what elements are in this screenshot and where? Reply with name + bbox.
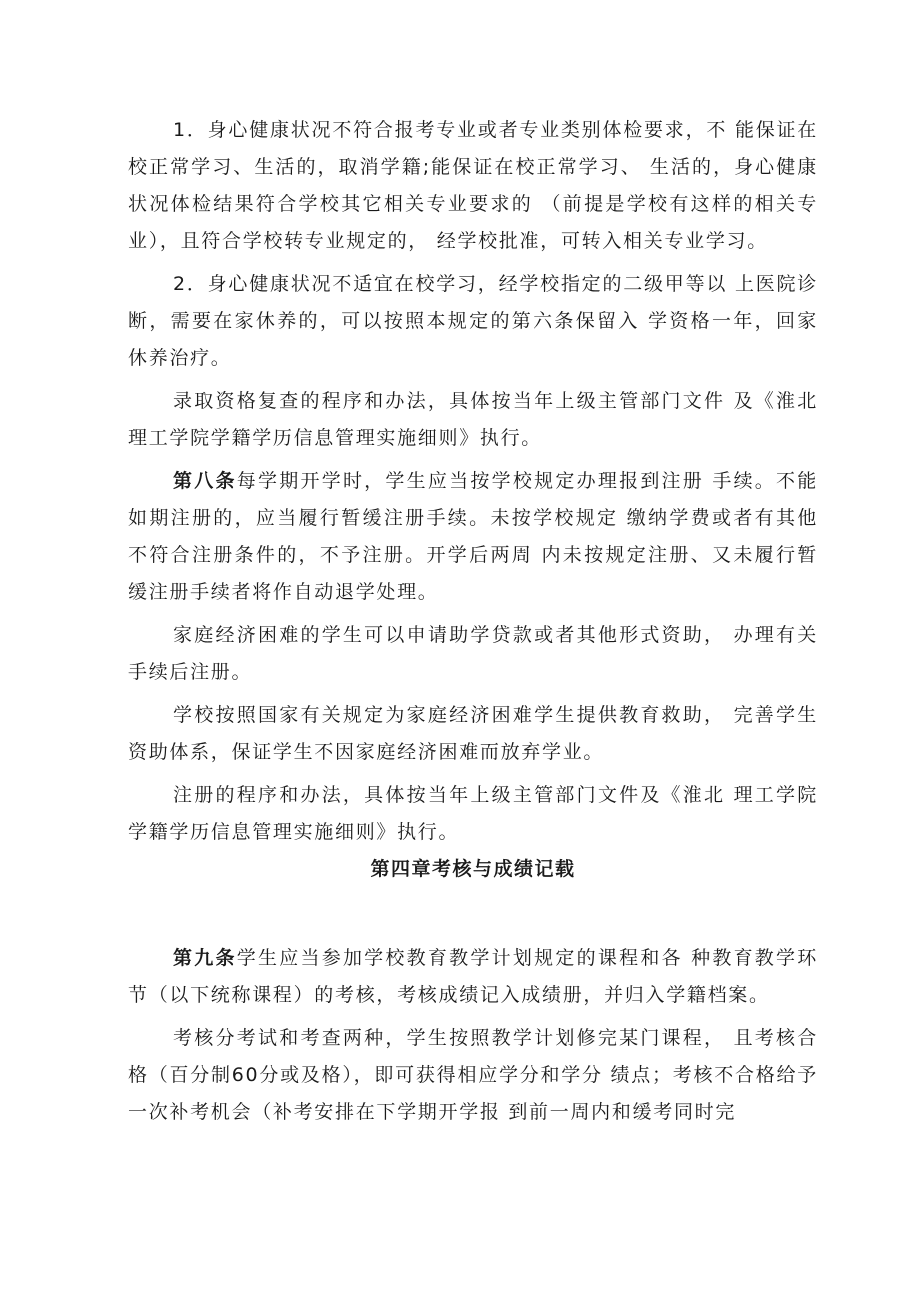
paragraph-text: 学生应当参加学校教育教学计划规定的课程和各 种教育教学环节（以下统称课程）的考核，考核成绩记入成绩册，并归入学籍档案。	[128, 947, 818, 1006]
paragraph-text: 学校按照国家有关规定为家庭经济困难学生提供教育救助， 完善学生资助体系，保证学生不因家庭经济困难而放弃学业。	[128, 704, 818, 763]
paragraph-text: 每学期开学时，学生应当按学校规定办理报到注册 手续。不能如期注册的，应当履行暂缓注册手续。未按学校规定 缴纳学费或者有其他不符合注册条件的，不予注册。开学后两周 内未按规定注册、又未履行暂缓注册手续者将作自动退学处理。	[128, 470, 818, 603]
paragraph-article-9	[128, 940, 818, 1014]
paragraph-text: 注册的程序和办法，具体按当年上级主管部门文件及《淮北 理工学院学籍学历信息管理实施细则》执行。	[128, 784, 818, 843]
paragraph-review-procedure	[128, 383, 818, 457]
article-number: 第八条	[173, 470, 237, 492]
document-body	[128, 112, 818, 1137]
paragraph-health-unsuitable	[128, 266, 818, 377]
paragraph-text: 家庭经济困难的学生可以申请助学贷款或者其他形式资助， 办理有关手续后注册。	[128, 624, 818, 683]
paragraph-education-assistance	[128, 697, 818, 771]
article-number: 第九条	[173, 947, 237, 969]
paragraph-text: 2．身心健康状况不适宜在校学习，经学校指定的二级甲等以 上医院诊断，需要在家休养的，可以按照本规定的第六条保留入 学资格一年，回家休养治疗。	[128, 273, 818, 369]
paragraph-financial-aid	[128, 617, 818, 691]
paragraph-health-requirement	[128, 112, 818, 260]
paragraph-text: 1．身心健康状况不符合报考专业或者专业类别体检要求，不 能保证在校正常学习、生活的，取消学籍;能保证在校正常学习、 生活的，身心健康状况体检结果符合学校其它相关专业要求的 （前提是学校有这样的相关专业），且符合学校转专业规定的， 经学校批准，可转入相关专业学习。	[128, 119, 818, 252]
paragraph-assessment-types	[128, 1020, 818, 1131]
paragraph-text: 考核分考试和考查两种，学生按照教学计划修完某门课程， 且考核合格（百分制60分或及格），即可获得相应学分和学分 绩点；考核不合格给予一次补考机会（补考安排在下学期开学报 到前一周内和缓考同时完	[128, 1027, 818, 1123]
chapter-title: 第四章考核与成绩记载	[370, 858, 576, 880]
paragraph-article-8	[128, 463, 818, 611]
paragraph-registration-procedure	[128, 777, 818, 851]
paragraph-text: 录取资格复查的程序和办法，具体按当年上级主管部门文件 及《淮北理工学院学籍学历信息管理实施细则》执行。	[128, 390, 818, 449]
